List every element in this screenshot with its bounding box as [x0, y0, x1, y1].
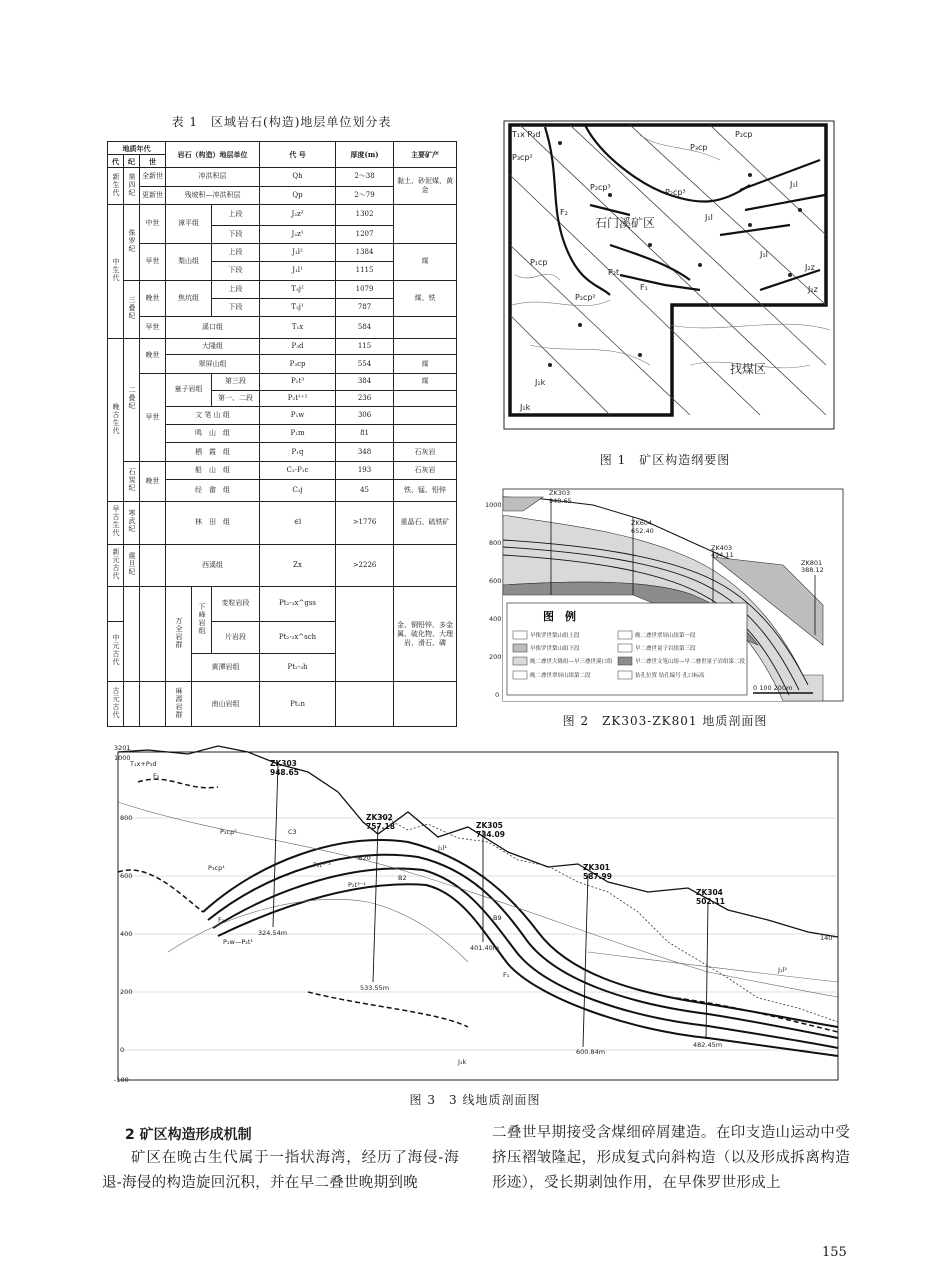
fig2-hole-2-id: ZK604	[631, 519, 653, 527]
fig2-legend-1: 早侏罗世梨山组上段	[530, 633, 580, 639]
unit-xikou: 溪口组	[166, 316, 260, 338]
fig2-legend-8: 钻孔位置 钻孔编号 孔口标高	[635, 673, 705, 679]
fig3-hole-3-depth: 401.40m	[470, 944, 500, 952]
fig3-axis-0: 0	[120, 1046, 125, 1054]
fig3-label-p1w: P₁w—P₂t¹	[223, 938, 254, 946]
fig3-label-j1l2: J₁l²	[778, 966, 787, 974]
fig3-label-f2: F₂	[153, 772, 160, 780]
map-label-d: P₂cp	[735, 130, 753, 139]
fig3-label-end: 140°	[820, 934, 836, 942]
figure1-structure-map	[490, 115, 844, 445]
unit-jingshe: 经 畲 组	[166, 479, 260, 501]
fig3-hole-2-elev: 757.18	[366, 822, 395, 831]
fig2-legend-5: 晚二叠世翠屏山组第一段	[635, 633, 696, 639]
fig2-legend-3: 晚二叠世大隆组—早三叠世溪口组	[530, 659, 613, 665]
map-prospect-label: 找煤区	[730, 362, 767, 376]
code-t3j1: T₃j¹	[260, 298, 336, 316]
code-p1m: P₁m	[260, 425, 336, 443]
min-cuipingshan: 煤	[394, 355, 457, 373]
code-c2p1c: C₂-P₁c	[260, 461, 336, 479]
fig2-axis-400: 400	[489, 615, 502, 623]
group-zhangping: 漳平组	[166, 204, 212, 243]
fig3-hole-4-elev: 587.99	[583, 872, 612, 881]
map-label-q: P₂cp³	[665, 188, 686, 197]
group-xiafeng: 下峰岩组	[198, 602, 207, 635]
code-qp: Qp	[260, 186, 336, 204]
epoch-c-late: 晚世	[140, 461, 166, 501]
epoch-p-early: 早世	[140, 373, 166, 461]
sub-p2t12: 第一、二段	[212, 390, 260, 406]
period-permian: 二叠纪	[128, 386, 136, 411]
unit-lintian: 林 田 组	[166, 502, 260, 545]
thick-j2z2: 1302	[336, 204, 394, 225]
sub-t3j1: 下段	[212, 298, 260, 316]
code-p3cp: P₃cp	[260, 355, 336, 373]
thick-t3j2: 1079	[336, 280, 394, 298]
period-jurassic: 侏罗纪	[128, 228, 136, 253]
fig3-axis-200: 200	[120, 988, 133, 996]
sub-j1l1: 下段	[212, 262, 260, 280]
unit-qixia: 栖 霞 组	[166, 443, 260, 461]
era-mesoproterozoic: 中元古代	[112, 633, 120, 666]
min-lishan: 煤	[394, 244, 457, 280]
code-j1l1: J₁l¹	[260, 262, 336, 280]
body-right-column: 二叠世早期接受含煤细碎屑建造。在印支造山运动中受挤压褶皱隆起，形成复式向斜构造（以及形成拆离构造形迹），受长期剥蚀作用，在早侏罗世形成上	[492, 1125, 850, 1191]
sub-p2t3: 第三段	[212, 373, 260, 390]
unit-qh: 冲洪积层	[166, 168, 260, 186]
fig3-axis-600: 600	[120, 872, 133, 880]
era-late-paleozoic: 晚古生代	[112, 402, 120, 435]
thick-qp: 2～79	[336, 186, 394, 204]
thick-t3j1: 787	[336, 298, 394, 316]
unit-huangtan: 黄潭岩组	[192, 653, 260, 681]
thick-j2z1: 1207	[336, 225, 394, 243]
fig2-axis-1000: 1000	[485, 501, 502, 509]
fig3-hole-1-depth: 324.54m	[258, 929, 288, 937]
unit-nanshan: 南山岩组	[192, 682, 260, 727]
fig3-hole-3-id: ZK305	[476, 821, 503, 830]
period-quaternary: 第四纪	[128, 172, 136, 197]
code-qh: Qh	[260, 168, 336, 186]
figure2-caption: 图 2 ZK303-ZK801 地质剖面图	[562, 714, 768, 728]
figure3-section	[108, 742, 848, 1087]
thick-p1w: 306	[336, 407, 394, 425]
unit-xixi: 西溪组	[166, 544, 260, 587]
map-label-e: P₂cp³	[590, 183, 611, 192]
fig2-axis-600: 600	[489, 577, 502, 585]
code-j2z1: J₂z¹	[260, 225, 336, 243]
unit-mingshan: 鸣 山 组	[166, 425, 260, 443]
map-label-a: T₁x P₃d	[512, 130, 541, 139]
thick-p2t12: 236	[336, 390, 394, 406]
fig3-label-f1b: F₁	[503, 971, 510, 979]
fig3-label-p2t3: P₂t³⁻³	[313, 861, 331, 869]
unit-dalong: 大隆组	[166, 339, 260, 355]
code-p1w: P₁w	[260, 407, 336, 425]
map-label-o: J₁l	[790, 180, 798, 189]
map-label-h: J₂z	[805, 263, 815, 272]
code-pt1n: Pt₁n	[260, 682, 336, 727]
figure2-section	[483, 485, 853, 710]
thick-p2t3: 384	[336, 373, 394, 390]
period-triassic: 三叠纪	[128, 295, 136, 320]
thick-zx: >2226	[336, 544, 394, 587]
map-label-n: F₁	[640, 283, 648, 292]
sub-j2z1: 下段	[212, 225, 260, 243]
epoch-t-late: 晚世	[140, 280, 166, 316]
code-zx: Zx	[260, 544, 336, 587]
sub-t3j2: 上段	[212, 280, 260, 298]
era-cenozoic: 新生代	[112, 172, 120, 197]
map-label-g: J₁l	[760, 250, 768, 259]
fig3-hole-4-id: ZK301	[583, 863, 610, 872]
period-cambrian: 寒武纪	[128, 509, 136, 534]
era-early-paleozoic: 早古生代	[112, 505, 120, 538]
fig2-legend-6: 早二叠世童子岩组第三段	[635, 646, 696, 652]
fig3-axis-800: 800	[120, 814, 133, 822]
fig2-legend-4: 晚二叠世翠屏山组第二段	[530, 673, 591, 679]
period-sinian: 震旦纪	[128, 551, 136, 576]
min-wanquan: 金、铜铅锌、多金属、硫化物、大理岩、滑石、磷	[394, 587, 457, 682]
map-label-jk: J₁k	[520, 403, 531, 412]
header-unit: 岩石（构造）地层单位	[166, 142, 260, 168]
map-label-f: J₁l	[705, 213, 713, 222]
code-j2z2: J₂z²	[260, 204, 336, 225]
unit-bianlichan: 变粒岩段	[212, 587, 260, 621]
fig2-hole-3-id: ZK403	[711, 544, 733, 552]
min-lintian: 重晶石、硫铁矿	[394, 502, 457, 545]
page-number: 155	[822, 1245, 847, 1260]
fig3-hole-2-depth: 533.55m	[360, 984, 390, 992]
fig3-label-b9: B9	[493, 914, 502, 922]
fig3-hole-1-elev: 948.65	[270, 768, 299, 777]
epoch-pleistocene: 更新世	[140, 186, 166, 204]
thick-p3d: 115	[336, 339, 394, 355]
fig3-label-b2: B2	[398, 874, 407, 882]
fig2-legend-title: 图 例	[543, 610, 576, 623]
fig3-hole-3-elev: 734.09	[476, 830, 505, 839]
fig2-hole-3-elev: 494.11	[711, 551, 734, 559]
fig2-hole-2-elev: 652.40	[631, 527, 654, 535]
code-c2j: C₂j	[260, 479, 336, 501]
map-label-m: F₂	[560, 208, 568, 217]
thick-t1x: 584	[336, 316, 394, 338]
stratigraphy-table	[107, 141, 457, 727]
fig2-hole-1-id: ZK303	[549, 489, 571, 497]
map-label-p: J₁k	[535, 378, 546, 387]
min-qixia: 石灰岩	[394, 443, 457, 461]
fig2-axis-0: 0	[495, 691, 500, 699]
thick-cambrian: >1776	[336, 502, 394, 545]
group-wanquan: 万全岩群	[175, 616, 184, 649]
fig3-label-j1k: J₁k	[458, 1058, 467, 1066]
sub-j2z2: 上段	[212, 204, 260, 225]
fig3-axis-1000: 1000	[114, 754, 131, 762]
group-tongziyan: 童子岩组	[166, 373, 212, 406]
code-cambrian: ∈l	[260, 502, 336, 545]
epoch-p-late: 晚世	[140, 339, 166, 373]
fig3-label-p2t: P₂t³⁻¹	[348, 881, 366, 889]
map-label-c: P₃cp	[690, 143, 708, 152]
unit-wenbishan: 文 笔 山 组	[166, 407, 260, 425]
map-label-l: P₁cp	[530, 258, 548, 267]
header-thickness: 厚度(m)	[336, 142, 394, 168]
map-label-i: J₂z	[808, 285, 818, 294]
fig3-hole-4-depth: 600.84m	[576, 1048, 606, 1056]
thick-p1m: 81	[336, 425, 394, 443]
fig2-legend-7: 早二叠世文笔山组—早二叠世童子岩组第二段	[635, 659, 746, 665]
fig2-hole-1-elev: 948.65	[549, 497, 572, 505]
fig2-hole-4-elev: 388.12	[801, 566, 824, 574]
fig3-label-p3cp2: P₃cp²	[220, 828, 237, 836]
thick-c2p1c: 193	[336, 461, 394, 479]
min-quaternary: 黏土、砂泥煤、黄金	[394, 168, 457, 204]
fig3-hole-5-depth: 482.45m	[693, 1041, 723, 1049]
fig3-label-c3: C3	[288, 828, 297, 836]
code-p2t3: P₂t³	[260, 373, 336, 390]
fig2-axis-200: 200	[489, 653, 502, 661]
figure1-caption: 图 1 矿区构造纲要图	[599, 453, 731, 467]
fig3-hole-2-id: ZK302	[366, 813, 393, 822]
thick-j1l2: 1384	[336, 244, 394, 262]
fig2-hole-4-id: ZK801	[801, 559, 823, 567]
map-label-k: P₂t	[608, 268, 620, 277]
code-t3j2: T₃j²	[260, 280, 336, 298]
group-mayuan: 麻源岩群	[175, 686, 184, 719]
unit-pianyan: 片岩段	[212, 621, 260, 653]
sub-j1l2: 上段	[212, 244, 260, 262]
fig3-axis-neg100: -100	[114, 1076, 129, 1084]
min-jingshe: 铁、锰、铅锌	[394, 479, 457, 501]
epoch-t-early: 早世	[140, 316, 166, 338]
thick-p1q: 348	[336, 443, 394, 461]
header-minerals: 主要矿产	[394, 142, 457, 168]
table1-caption: 表 1 区域岩石(构造)地层单位划分表	[171, 115, 392, 129]
fig3-label-j1l1: J₁l¹	[438, 844, 447, 852]
header-ji: 纪	[124, 155, 140, 168]
code-pt-sch: Pt₂-₃x^sch	[260, 621, 336, 653]
body-left-column: 矿区在晚古生代属于一指状海湾，经历了海侵-海退-海侵的构造旋回沉积，并在早二叠世晚期到晚	[102, 1150, 459, 1191]
thick-p3cp: 554	[336, 355, 394, 373]
era-paleoproterozoic: 古元古代	[112, 686, 120, 719]
group-jiaokeng: 焦坑组	[166, 280, 212, 316]
fig2-scale: 0 100 200m	[753, 684, 793, 692]
epoch-j-middle: 中世	[140, 204, 166, 243]
era-mesozoic: 中生代	[112, 257, 120, 282]
min-tongziyan: 煤	[394, 373, 457, 390]
group-lishan: 梨山组	[166, 244, 212, 280]
thick-j1l1: 1115	[336, 262, 394, 280]
fig2-legend-2: 早侏罗世梨山组下段	[530, 646, 580, 652]
fig3-hole-5-id: ZK304	[696, 888, 723, 897]
code-p1q: P₁q	[260, 443, 336, 461]
thick-c2j: 45	[336, 479, 394, 501]
header-code: 代 号	[260, 142, 336, 168]
map-label-j: P₂cp²	[575, 293, 596, 302]
period-carboniferous: 石炭纪	[128, 467, 136, 492]
min-chuanshan: 石灰岩	[394, 461, 457, 479]
fig3-label-tx: T₁x+P₃d	[130, 760, 157, 768]
code-pt-gss: Pt₂-₃x^gss	[260, 587, 336, 621]
code-t1x: T₁x	[260, 316, 336, 338]
fig3-label-f1: F₁	[218, 916, 225, 924]
fig3-hole-5-elev: 502.11	[696, 897, 725, 906]
unit-chuanshan: 船 山 组	[166, 461, 260, 479]
fig3-axis-400: 400	[120, 930, 133, 938]
epoch-j-early: 早世	[140, 244, 166, 280]
header-dai: 代	[108, 155, 124, 168]
thick-qh: 2～38	[336, 168, 394, 186]
code-p3d: P₃d	[260, 339, 336, 355]
header-geo-age: 地质年代	[108, 142, 166, 155]
epoch-holocene: 全新世	[140, 168, 166, 186]
era-neoproterozoic: 新元古代	[112, 547, 120, 580]
fig2-axis-800: 800	[489, 539, 502, 547]
section-title: 2 矿区构造形成机制	[125, 1127, 252, 1143]
min-jiaokeng: 煤、铁	[394, 280, 457, 316]
code-p2t12: P₂t¹⁺²	[260, 390, 336, 406]
fig3-label-b20: B20	[358, 854, 371, 862]
fig3-label-p3cp1: P₃cp¹	[208, 864, 225, 872]
fig3-axis-top: 3201	[114, 744, 131, 752]
figure3-caption: 图 3 3 线地质剖面图	[409, 1093, 541, 1107]
map-label-b: P₃cp²	[512, 153, 533, 162]
unit-qp: 残坡积—冲洪积层	[166, 186, 260, 204]
header-shi: 世	[140, 155, 166, 168]
code-pt-h: Pt₂-₃h	[260, 653, 336, 681]
fig3-hole-1-id: ZK303	[270, 759, 297, 768]
unit-cuipingshan: 翠屏山组	[166, 355, 260, 373]
code-j1l2: J₁l²	[260, 244, 336, 262]
map-mine-label: 石门溪矿区	[595, 216, 656, 230]
